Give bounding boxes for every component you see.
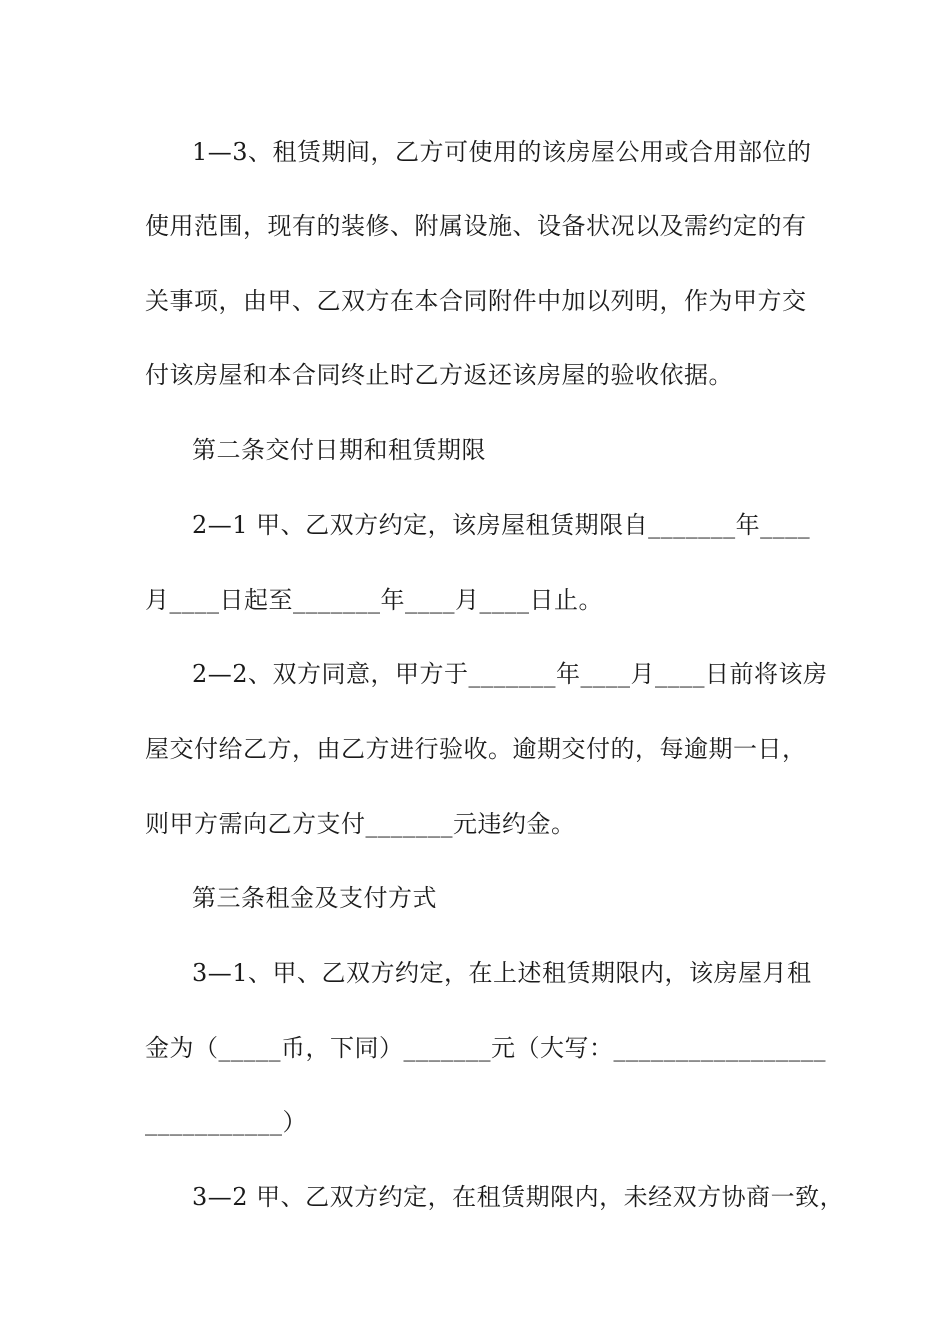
text-line: 则甲方需向乙方支付_______元违约金。 [145,810,576,838]
section-heading-article-3: 第三条租金及支付方式 [192,884,437,912]
text-line-clause-3-2: 3—2 甲、乙双方约定，在租赁期限内，未经双方协商一致， [192,1183,845,1211]
text-line-clause-2-2: 2—2、双方同意，甲方于_______年____月____日前将该房 [192,660,828,688]
text-line-clause-1-3: 1—3、租赁期间，乙方可使用的该房屋公用或合用部位的 [192,138,812,166]
text-line: 关事项，由甲、乙双方在本合同附件中加以列明，作为甲方交 [145,287,807,315]
text-line: 使用范围，现有的装修、附属设施、设备状况以及需约定的有 [145,212,807,240]
text-line: 屋交付给乙方，由乙方进行验收。逾期交付的，每逾期一日， [145,735,807,763]
text-line: ___________） [145,1108,307,1136]
section-heading-article-2: 第二条交付日期和租赁期限 [192,436,486,464]
text-line: 月____日起至_______年____月____日止。 [145,586,603,614]
text-line-clause-2-1: 2—1 甲、乙双方约定，该房屋租赁期限自_______年____ [192,511,811,539]
text-line: 付该房屋和本合同终止时乙方返还该房屋的验收依据。 [145,361,733,389]
text-line: 金为（_____币，下同）_______元（大写：_________________ [145,1034,826,1062]
text-line-clause-3-1: 3—1、甲、乙双方约定，在上述租赁期限内，该房屋月租 [192,959,812,987]
